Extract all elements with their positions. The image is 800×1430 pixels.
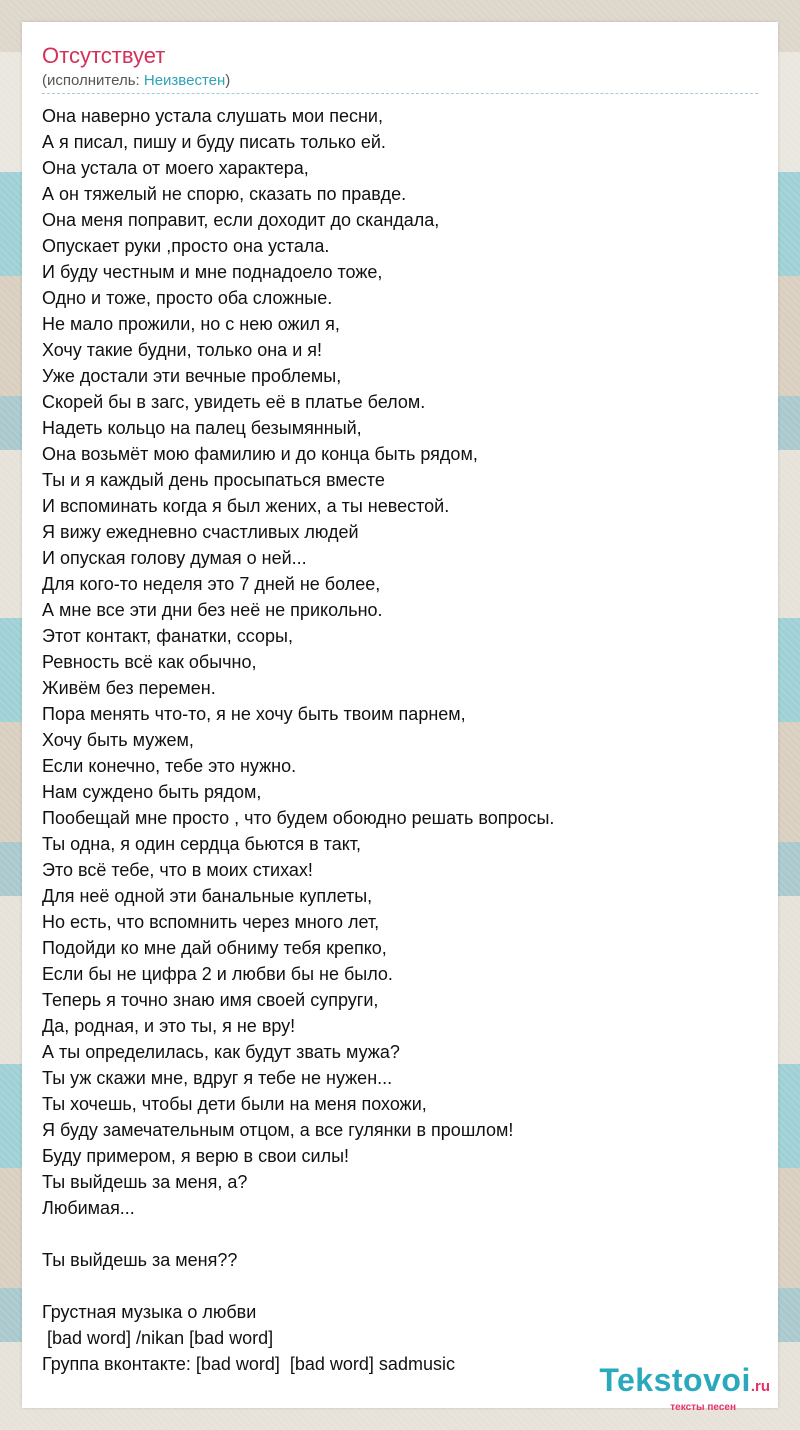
lyric-line: Не мало прожили, но с нею ожил я, — [42, 314, 340, 334]
artist-suffix: ) — [225, 72, 231, 89]
lyric-line — [42, 1273, 758, 1299]
lyric-line: Этот контакт, фанатки, ссоры, — [42, 626, 293, 646]
logo-wordmark — [599, 1364, 770, 1403]
lyrics-card — [22, 22, 778, 1408]
lyric-line: Теперь я точно знаю имя своей супруги, — [42, 990, 379, 1010]
lyric-line: Ты уж скажи мне, вдруг я тебе не нужен... — [42, 1068, 393, 1088]
lyric-line: Уже достали эти вечные проблемы, — [42, 366, 342, 386]
lyric-line: Грустная музыка о любви — [42, 1302, 257, 1322]
logo-tagline: тексты песен — [670, 1402, 736, 1413]
lyric-line: Она возьмёт мою фамилию и до конца быть рядом, — [42, 444, 478, 464]
lyric-line: Ты выйдешь за меня, а? — [42, 1172, 248, 1192]
lyric-line: Ревность всё как обычно, — [42, 652, 257, 672]
lyric-line: Для кого-то неделя это 7 дней не более, — [42, 574, 381, 594]
lyric-line: Подойди ко мне дай обниму тебя крепко, — [42, 938, 387, 958]
lyric-line: Это всё тебе, что в моих стихах! — [42, 860, 313, 880]
site-logo[interactable] — [599, 1364, 770, 1413]
lyric-line: А ты определилась, как будут звать мужа? — [42, 1042, 400, 1062]
lyric-line: Ты выйдешь за меня?? — [42, 1250, 238, 1270]
logo-name: Tekstovoi — [599, 1362, 751, 1398]
lyric-line: А он тяжелый не спорю, сказать по правде. — [42, 184, 407, 204]
lyric-line: Ты хочешь, чтобы дети были на меня похожи, — [42, 1094, 427, 1114]
lyric-line: Скорей бы в загс, увидеть её в платье белом. — [42, 392, 426, 412]
lyric-line: А я писал, пишу и буду писать только ей. — [42, 132, 386, 152]
lyric-line: Группа вконтакте: [bad word] [bad word] sadmusic — [42, 1354, 455, 1374]
lyric-line: И опуская голову думая о ней... — [42, 548, 307, 568]
lyric-line: Для неё одной эти банальные куплеты, — [42, 886, 373, 906]
lyric-line: Если бы не цифра 2 и любви бы не было. — [42, 964, 393, 984]
lyric-line: Если конечно, тебе это нужно. — [42, 756, 297, 776]
lyric-line: Пора менять что-то, я не хочу быть твоим парнем, — [42, 704, 466, 724]
lyric-line: Я буду замечательным отцом, а все гулянки в прошлом! — [42, 1120, 514, 1140]
song-title: Отсутствует — [42, 43, 166, 68]
lyric-line: А мне все эти дни без неё не прикольно. — [42, 600, 383, 620]
lyrics-text — [42, 103, 758, 1377]
lyric-line — [42, 1221, 758, 1247]
lyric-line: Буду примером, я верю в свои силы! — [42, 1146, 350, 1166]
lyric-line: И буду честным и мне поднадоело тоже, — [42, 262, 383, 282]
lyric-line: Надеть кольцо на палец безымянный, — [42, 418, 362, 438]
lyric-line: Нам суждено быть рядом, — [42, 782, 262, 802]
logo-tld: .ru — [750, 1378, 770, 1395]
lyric-line: Да, родная, и это ты, я не вру! — [42, 1016, 296, 1036]
lyric-line: Опускает руки ,просто она устала. — [42, 236, 330, 256]
lyric-line: Пообещай мне просто , что будем обоюдно решать вопросы. — [42, 808, 555, 828]
lyric-line: Но есть, что вспомнить через много лет, — [42, 912, 380, 932]
lyric-line: Она наверно устала слушать мои песни, — [42, 106, 383, 126]
lyric-line: Хочу быть мужем, — [42, 730, 194, 750]
lyric-line: Ты и я каждый день просыпаться вместе — [42, 470, 385, 490]
lyric-line: Хочу такие будни, только она и я! — [42, 340, 323, 360]
lyric-line: И вспоминать когда я был жених, а ты невестой. — [42, 496, 450, 516]
lyric-line: Живём без перемен. — [42, 678, 216, 698]
artist-link[interactable]: Неизвестен — [143, 72, 226, 89]
lyric-line: Она устала от моего характера, — [42, 158, 309, 178]
lyric-line: Ты одна, я один сердца бьются в такт, — [42, 834, 362, 854]
lyric-line: Одно и тоже, просто оба сложные. — [42, 288, 333, 308]
lyric-line: Любимая... — [42, 1198, 135, 1218]
title-divider — [42, 93, 758, 94]
lyric-line: [bad word] /nikan [bad word] — [42, 1328, 274, 1348]
lyric-line: Я вижу ежедневно счастливых людей — [42, 522, 359, 542]
lyric-line: Она меня поправит, если доходит до скандала, — [42, 210, 440, 230]
artist-line — [42, 72, 230, 90]
artist-prefix: (исполнитель: — [42, 72, 144, 89]
